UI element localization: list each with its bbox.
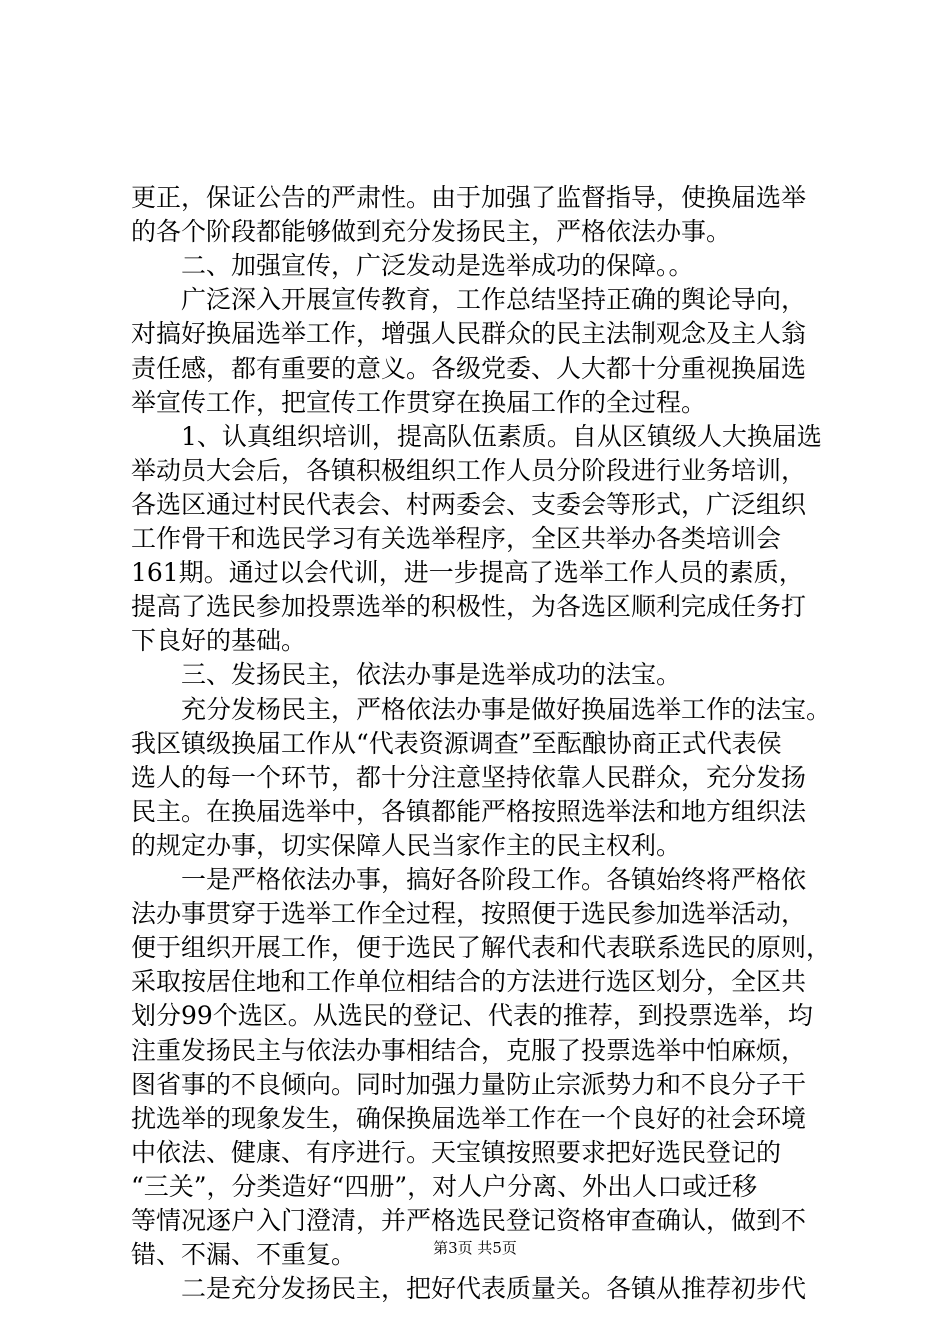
text-line: 我区镇级换届工作从“代表资源调查”至酝酿协商正式代表侯 [131,729,782,758]
text-line: 错、不漏、不重复。 [131,1240,357,1269]
text-line: 二、加强宣传，广泛发动是选举成功的保障。。 [181,251,694,280]
text-line: 下良好的基础。 [131,626,307,655]
text-line: 广泛深入开展宣传教育，工作总结坚持正确的舆论导向， [181,285,807,314]
text-line: 工作骨干和选民学习有关选举程序，全区共举办各类培训会 [131,524,782,553]
text-line: 充分发杨民主，严格依法办事是做好换届选举工作的法宝。 [181,695,832,724]
text-line: 161期。通过以会代训，进一步提高了选举工作人员的素质， [131,558,804,587]
text-line: 的规定办事，切实保障人民当家作主的民主权利。 [131,831,682,860]
text-line: 提高了选民参加投票选举的积极性，为各选区顺利完成任务打 [131,592,807,621]
text-line: 便于组织开展工作，便于选民了解代表和代表联系选民的原则， [131,933,832,962]
text-line: 更正，保证公告的严肃性。由于加强了监督指导，使换届选举 [131,183,807,212]
text-line: “三关”，分类造好“四册”，对人户分离、外出人口或迁移 [131,1172,758,1201]
text-line: 注重发扬民主与依法办事相结合，克服了投票选举中怕麻烦， [131,1036,807,1065]
text-line: 的各个阶段都能够做到充分发扬民主，严格依法办事。 [131,217,732,246]
text-line: 民主。在换届选举中，各镇都能严格按照选举法和地方组织法 [131,797,807,826]
page-number-footer: 第3页 共5页 [433,1239,517,1257]
text-line: 1、认真组织培训，提高队伍素质。自从区镇级人大换届选 [181,422,822,451]
text-line: 图省事的不良倾向。同时加强力量防止宗派势力和不良分子干 [131,1070,807,1099]
text-line: 举动员大会后，各镇积极组织工作人员分阶段进行业务培训， [131,456,807,485]
text-line: 举宣传工作，把宣传工作贯穿在换届工作的全过程。 [131,388,707,417]
text-line: 三、发扬民主，依法办事是选举成功的法宝。 [181,660,682,689]
text-line: 二是充分发扬民主，把好代表质量关。各镇从推荐初步代 [181,1274,807,1303]
text-line: 扰选举的现象发生，确保换届选举工作在一个良好的社会环境 [131,1104,807,1133]
text-line: 选人的每一个环节，都十分注意坚持依靠人民群众，充分发扬 [131,763,807,792]
text-line: 对搞好换届选举工作，增强人民群众的民主法制观念及主人翁 [131,319,807,348]
text-line: 采取按居住地和工作单位相结合的方法进行选区划分，全区共 [131,967,807,996]
text-line: 划分99个选区。从选民的登记、代表的推荐，到投票选举，均 [131,1001,813,1030]
text-line: 等情况逐户入门澄清，并严格选民登记资格审查确认，做到不 [131,1206,807,1235]
text-line: 责任感，都有重要的意义。各级党委、人大都十分重视换届选 [131,354,807,383]
text-line: 各选区通过村民代表会、村两委会、支委会等形式，广泛组织 [131,490,807,519]
text-line: 法办事贯穿于选举工作全过程，按照便于选民参加选举活动， [131,899,807,928]
text-line: 一是严格依法办事，搞好各阶段工作。各镇始终将严格依 [181,865,807,894]
text-line: 中依法、健康、有序进行。天宝镇按照要求把好选民登记的 [131,1138,782,1167]
